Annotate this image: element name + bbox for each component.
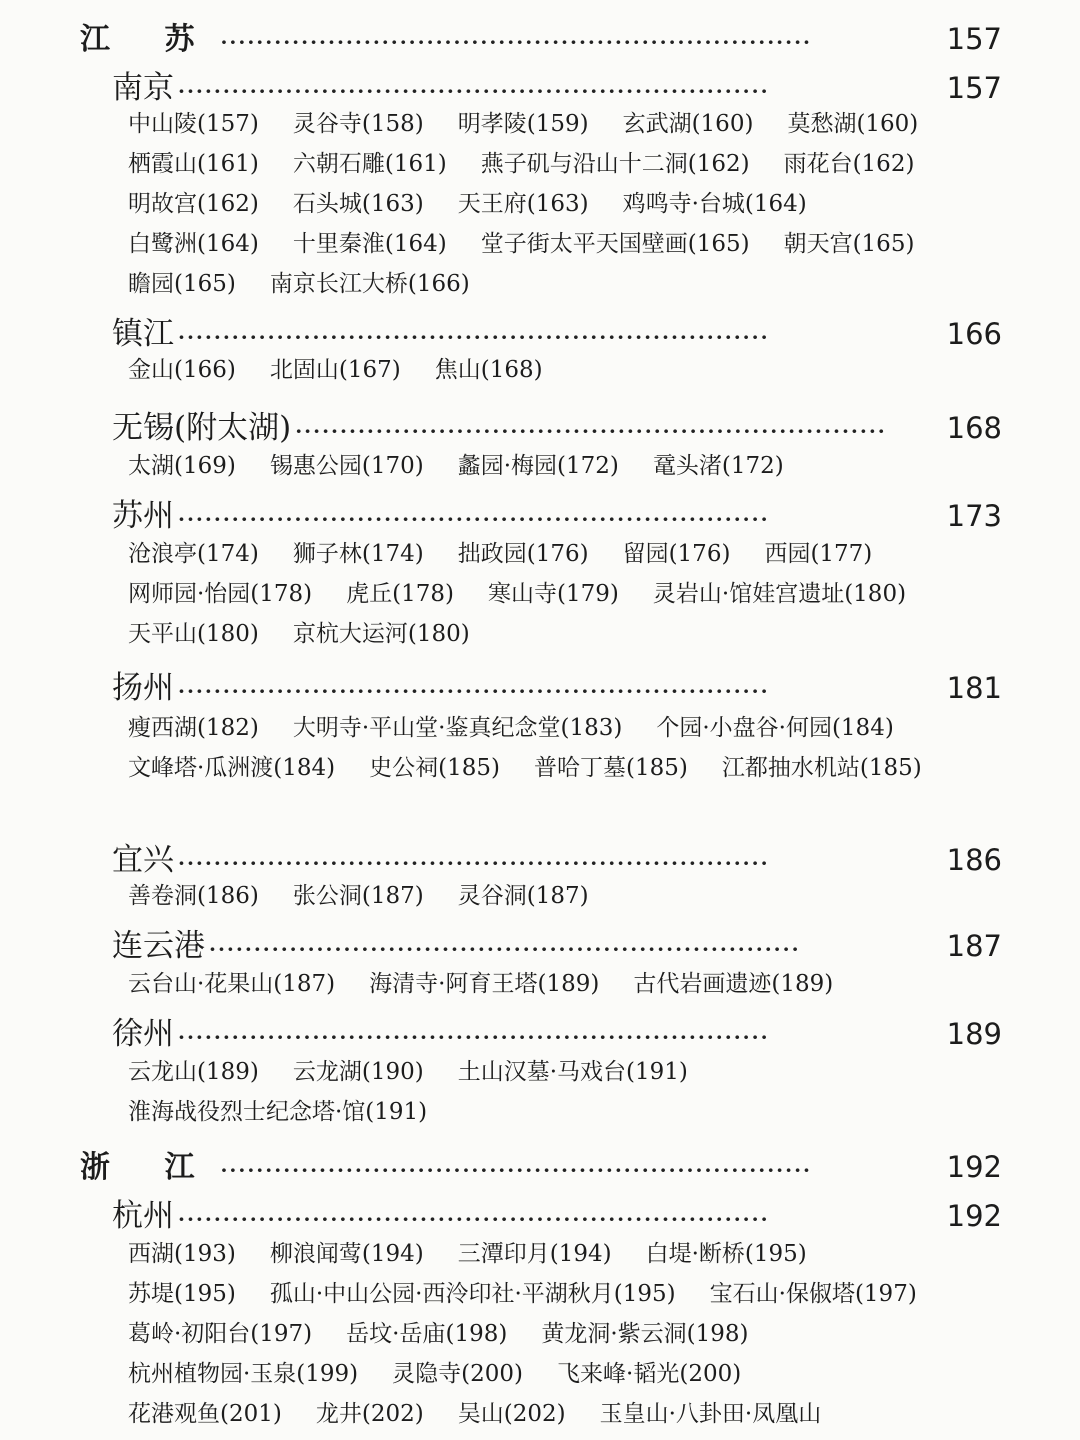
- list-item: 大明寺·平山堂·鉴真纪念堂(183): [292, 715, 623, 741]
- list-item: 飞来峰·韬光(200): [557, 1361, 742, 1387]
- list-item: 岳坟·岳庙(198): [346, 1321, 508, 1347]
- city-heading-nanjing: [112, 62, 1002, 107]
- list-item: 瘦西湖(182): [128, 715, 259, 741]
- list-item: 鸡鸣寺·台城(164): [622, 191, 807, 217]
- list-item: 狮子林(174): [292, 541, 424, 567]
- list-item: 江都抽水机站(185): [721, 755, 922, 781]
- page-number: 168: [946, 411, 1002, 445]
- city-heading-zhenjiang: [112, 308, 1002, 353]
- list-item: 天王府(163): [457, 191, 589, 217]
- list-item: 中山陵(157): [128, 111, 259, 137]
- page-number: 157: [946, 71, 1002, 105]
- list-item: 云台山·花果山(187): [128, 971, 336, 997]
- list-item: 善卷洞(186): [128, 883, 259, 909]
- city-title: 南京: [112, 70, 174, 106]
- province-heading-jiangsu: [80, 14, 1002, 58]
- leader-dots: ··································································: [220, 1158, 813, 1182]
- entry-list-suzhou: [128, 534, 958, 654]
- leader-dots: ··································································: [178, 679, 770, 703]
- list-item: 个园·小盘谷·何园(184): [656, 715, 894, 741]
- list-item: 史公祠(185): [369, 755, 501, 781]
- list-item: 焦山(168): [434, 357, 543, 383]
- page-number: 173: [946, 499, 1002, 533]
- page-number: 166: [946, 317, 1002, 351]
- page-number: 192: [946, 1199, 1002, 1233]
- list-item: 灵谷洞(187): [457, 883, 589, 909]
- list-item: 雨花台(162): [783, 151, 915, 177]
- city-heading-wuxi: [112, 402, 1002, 447]
- entry-list-lianyungang: [128, 964, 958, 1004]
- list-item: 灵隐寺(200): [392, 1361, 524, 1387]
- city-heading-lianyungang: [112, 920, 1002, 965]
- list-item: 朝天宫(165): [783, 231, 915, 257]
- city-title: 连云港: [112, 928, 205, 964]
- list-item: 白鹭洲(164): [128, 231, 259, 257]
- list-item: 张公洞(187): [292, 883, 424, 909]
- list-item: 京杭大运河(180): [292, 621, 470, 647]
- leader-dots: ··································································: [295, 419, 887, 443]
- list-item: 玄武湖(160): [622, 111, 754, 137]
- list-item: 柳浪闻莺(194): [269, 1241, 424, 1267]
- list-item: 十里秦淮(164): [292, 231, 447, 257]
- list-item: 淮海战役烈士纪念塔·馆(191): [128, 1099, 428, 1125]
- list-item: 沧浪亭(174): [128, 541, 259, 567]
- list-item: 寒山寺(179): [488, 581, 619, 607]
- list-item: 古代岩画遗迹(189): [633, 971, 834, 997]
- list-item: 蠡园·梅园(172): [457, 453, 619, 479]
- list-item: 三潭印月(194): [457, 1241, 612, 1267]
- list-item: 海清寺·阿育王塔(189): [369, 971, 600, 997]
- leader-dots: ··································································: [220, 30, 813, 54]
- list-item: 西园(177): [764, 541, 873, 567]
- list-item: 留园(176): [622, 541, 731, 567]
- list-item: 堂子街太平天国壁画(165): [480, 231, 750, 257]
- list-item: 普哈丁墓(185): [534, 755, 688, 781]
- list-item: 云龙山(189): [128, 1059, 259, 1085]
- list-item: 孤山·中山公园·西泠印社·平湖秋月(195): [269, 1281, 676, 1307]
- list-item: 玉皇山·八卦田·凤凰山: [599, 1401, 822, 1427]
- list-item: 锡惠公园(170): [269, 453, 424, 479]
- list-item: 六朝石雕(161): [292, 151, 447, 177]
- list-item: 文峰塔·瓜洲渡(184): [128, 755, 336, 781]
- province-title: 浙 江: [80, 1150, 217, 1185]
- list-item: 杭州植物园·玉泉(199): [128, 1361, 359, 1387]
- entry-list-yixing: [128, 876, 958, 916]
- list-item: 灵谷寺(158): [292, 111, 424, 137]
- page-number: 189: [946, 1017, 1002, 1051]
- entry-list-hangzhou: [128, 1234, 958, 1434]
- list-item: 虎丘(178): [346, 581, 455, 607]
- leader-dots: ··································································: [178, 507, 770, 531]
- city-title: 扬州: [112, 670, 174, 706]
- entry-list-zhenjiang: [128, 350, 958, 390]
- leader-dots: ··································································: [209, 937, 801, 961]
- list-item: 西湖(193): [128, 1241, 236, 1267]
- list-item: 拙政园(176): [457, 541, 589, 567]
- province-title: 江 苏: [80, 22, 217, 57]
- city-heading-yangzhou: [112, 662, 1002, 707]
- list-item: 北固山(167): [269, 357, 401, 383]
- page-number: 157: [946, 22, 1002, 56]
- list-item: 黄龙洞·紫云洞(198): [541, 1321, 749, 1347]
- city-heading-yixing: [112, 834, 1002, 879]
- list-item: 葛岭·初阳台(197): [128, 1321, 313, 1347]
- leader-dots: ··································································: [178, 79, 770, 103]
- list-item: 天平山(180): [128, 621, 259, 647]
- list-item: 鼋头渚(172): [652, 453, 784, 479]
- province-heading-zhejiang: [80, 1142, 1002, 1186]
- list-item: 吴山(202): [457, 1401, 566, 1427]
- city-heading-xuzhou: [112, 1008, 1002, 1053]
- city-title: 杭州: [112, 1198, 174, 1234]
- list-item: 苏堤(195): [128, 1281, 236, 1307]
- city-title: 苏州: [112, 498, 174, 534]
- list-item: 瞻园(165): [128, 271, 236, 297]
- city-heading-hangzhou: [112, 1190, 1002, 1235]
- city-title: 镇江: [112, 316, 174, 352]
- entry-list-wuxi: [128, 446, 958, 486]
- list-item: 土山汉墓·马戏台(191): [457, 1059, 688, 1085]
- list-item: 明孝陵(159): [457, 111, 589, 137]
- list-item: 栖霞山(161): [128, 151, 259, 177]
- leader-dots: ··································································: [178, 1025, 770, 1049]
- list-item: 花港观鱼(201): [128, 1401, 282, 1427]
- page-number: 187: [946, 929, 1002, 963]
- list-item: 明故宫(162): [128, 191, 259, 217]
- leader-dots: ··································································: [178, 851, 770, 875]
- list-item: 燕子矶与沿山十二洞(162): [480, 151, 750, 177]
- leader-dots: ··································································: [178, 1207, 770, 1231]
- leader-dots: ··································································: [178, 325, 770, 349]
- city-title: 无锡(附太湖): [112, 410, 292, 446]
- city-title: 徐州: [112, 1016, 174, 1052]
- list-item: 网师园·怡园(178): [128, 581, 313, 607]
- city-title: 宜兴: [112, 842, 174, 878]
- list-item: 龙井(202): [315, 1401, 424, 1427]
- page-number: 192: [946, 1150, 1002, 1184]
- page-number: 186: [946, 843, 1002, 877]
- list-item: 金山(166): [128, 357, 236, 383]
- list-item: 白堤·断桥(195): [645, 1241, 807, 1267]
- list-item: 太湖(169): [128, 453, 236, 479]
- city-heading-suzhou: [112, 490, 1002, 535]
- list-item: 石头城(163): [292, 191, 424, 217]
- page-number: 181: [946, 671, 1002, 705]
- list-item: 宝石山·保俶塔(197): [709, 1281, 917, 1307]
- list-item: 灵岩山·馆娃宫遗址(180): [652, 581, 907, 607]
- list-item: 云龙湖(190): [292, 1059, 424, 1085]
- entry-list-nanjing: [128, 104, 958, 304]
- entry-list-xuzhou: [128, 1052, 958, 1132]
- list-item: 莫愁湖(160): [787, 111, 919, 137]
- entry-list-yangzhou: [128, 708, 958, 788]
- list-item: 南京长江大桥(166): [269, 271, 470, 297]
